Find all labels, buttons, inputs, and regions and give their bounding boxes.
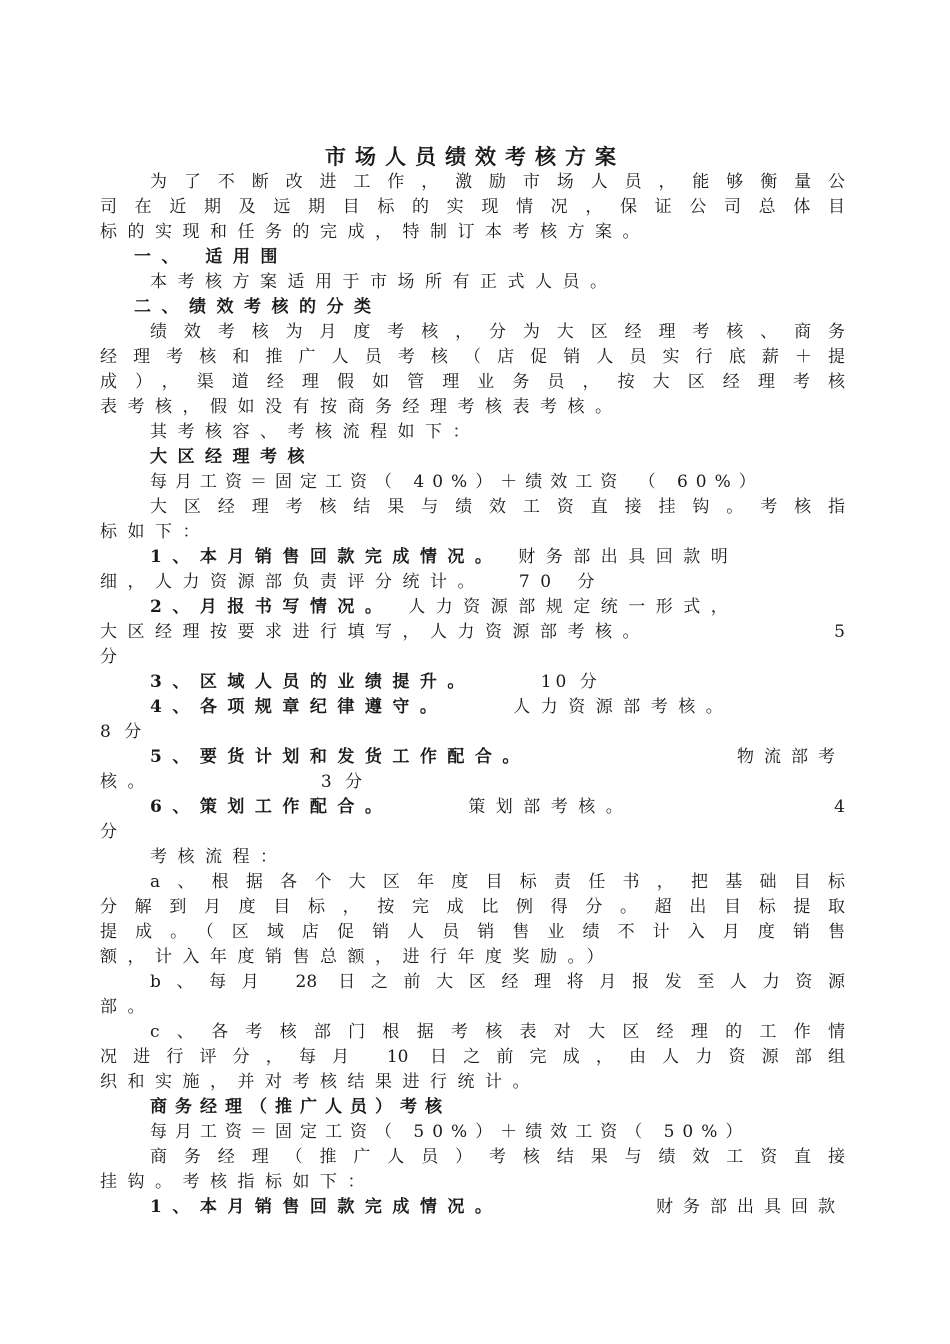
indicator-5-score: 3 分 [320, 772, 367, 792]
indicator-5-cont [100, 770, 845, 795]
process-c-line-1: c、各考核部门根据考核表对大区经理的工作情 [150, 1022, 845, 1042]
indicator-3 [150, 670, 845, 695]
indicator-5-title: 5、要货计划和发货工作配合。 [150, 747, 530, 767]
indicator-6-score-number: 4 [834, 797, 845, 817]
classification-line-4: 表考核，假如没有按商务经理考核表考核。 [100, 397, 623, 417]
business-intro-line-1: 商务经理（推广人员）考核结果与绩效工资直接 [150, 1147, 845, 1167]
process-c-line-2: 况进行评分，每月 10 日之前完成，由人力资源部组 [100, 1047, 845, 1067]
indicator-2-desc: 人力资源部规定统一形式， [408, 597, 739, 617]
indicator-2-score-number: 5 [834, 622, 845, 642]
indicator-5-desc: 物流部考 [737, 747, 845, 767]
indicator-1-cont [100, 570, 845, 595]
section-heading-scope: 一、 适用围 [134, 247, 288, 267]
classification-line-1: 绩效考核为月度考核，分为大区经理考核、商务 [150, 322, 845, 342]
classification-line-5: 其考核容、考核流程如下： [150, 422, 480, 442]
subheading-business-manager: 商务经理（推广人员）考核 [150, 1097, 450, 1117]
business-intro-line-2: 挂钩。考核指标如下： [100, 1172, 375, 1192]
process-c-line-3: 织和实施，并对考核结果进行统计。 [100, 1072, 540, 1092]
indicator-4-score: 8 分 [100, 722, 146, 742]
salary-formula-business: 每月工资＝固定工资（ 50%）＋绩效工资（ 50%） [150, 1122, 751, 1142]
indicator-6 [150, 795, 845, 820]
indicator-6-desc: 策划部考核。 [468, 797, 634, 817]
indicator-1 [150, 545, 845, 570]
process-a-line-1: a、根据各个大区年度目标责任书，把基础目标 [150, 872, 845, 892]
document-title: 市场人员绩效考核方案 [325, 144, 625, 169]
intro-line-3: 标的实现和任务的完成，特制订本考核方案。 [100, 222, 650, 242]
indicator-1-score: 70 分 [518, 572, 605, 592]
regional-intro-line-1: 大区经理考核结果与绩效工资直接挂钩。考核指 [150, 497, 845, 517]
process-a-line-3: 提成。（区域店促销人员销售业绩不计入月度销售 [100, 922, 845, 942]
section-heading-classification: 二、绩效考核的分类 [134, 297, 382, 317]
process-a-line-2: 分解到月度目标，按完成比例得分。超出目标提取 [100, 897, 845, 917]
indicator-2-title: 2、月报书写情况。 [150, 597, 393, 617]
subheading-regional-manager: 大区经理考核 [150, 447, 315, 467]
indicator-4-title: 4、各项规章纪律遵守。 [150, 697, 448, 717]
business-indicator-1-title: 1、本月销售回款完成情况。 [150, 1197, 503, 1217]
indicator-1-desc-cont: 细，人力资源部负责评分统计。 [100, 572, 485, 592]
intro-line-2: 司在近期及远期目标的实现情况，保证公司总体目 [100, 197, 845, 217]
classification-line-2: 经理考核和推广人员考核（店促销人员实行底薪＋提 [100, 347, 845, 367]
indicator-5-desc-cont: 核。 [100, 772, 155, 792]
indicator-4-desc: 人力资源部考核。 [513, 697, 734, 717]
indicator-2-desc-cont: 大区经理按要求进行填写，人力资源部考核。 [100, 622, 650, 642]
indicator-3-score: 10 分 [540, 672, 601, 692]
indicator-3-title: 3、区域人员的业绩提升。 [150, 672, 475, 692]
indicator-4 [150, 695, 845, 720]
indicator-2 [150, 595, 845, 620]
indicator-2-score-unit: 分 [100, 647, 128, 667]
regional-intro-line-2: 标如下： [100, 522, 210, 542]
process-heading: 考核流程： [150, 847, 288, 867]
indicator-6-score-unit: 分 [100, 822, 128, 842]
business-indicator-1-desc: 财务部出具回款 [656, 1197, 845, 1217]
process-b-line-1: b、每月 28 日之前大区经理将月报发至人力资源 [150, 972, 845, 992]
salary-formula-regional: 每月工资＝固定工资（ 40%）＋绩效工资 （ 60%） [150, 472, 764, 492]
indicator-6-title: 6、策划工作配合。 [150, 797, 393, 817]
classification-line-3: 成），渠道经理假如管理业务员，按大区经理考核 [100, 372, 845, 392]
intro-line-1: 为了不断改进工作，激励市场人员，能够衡量公 [150, 172, 845, 192]
indicator-1-desc: 财务部出具回款明 [518, 547, 739, 567]
scope-text: 本考核方案适用于市场所有正式人员。 [150, 272, 618, 292]
indicator-1-title: 1、本月销售回款完成情况。 [150, 547, 503, 567]
process-b-line-2: 部。 [100, 997, 155, 1017]
process-a-line-4: 额，计入年度销售总额，进行年度奖励。） [100, 947, 614, 967]
